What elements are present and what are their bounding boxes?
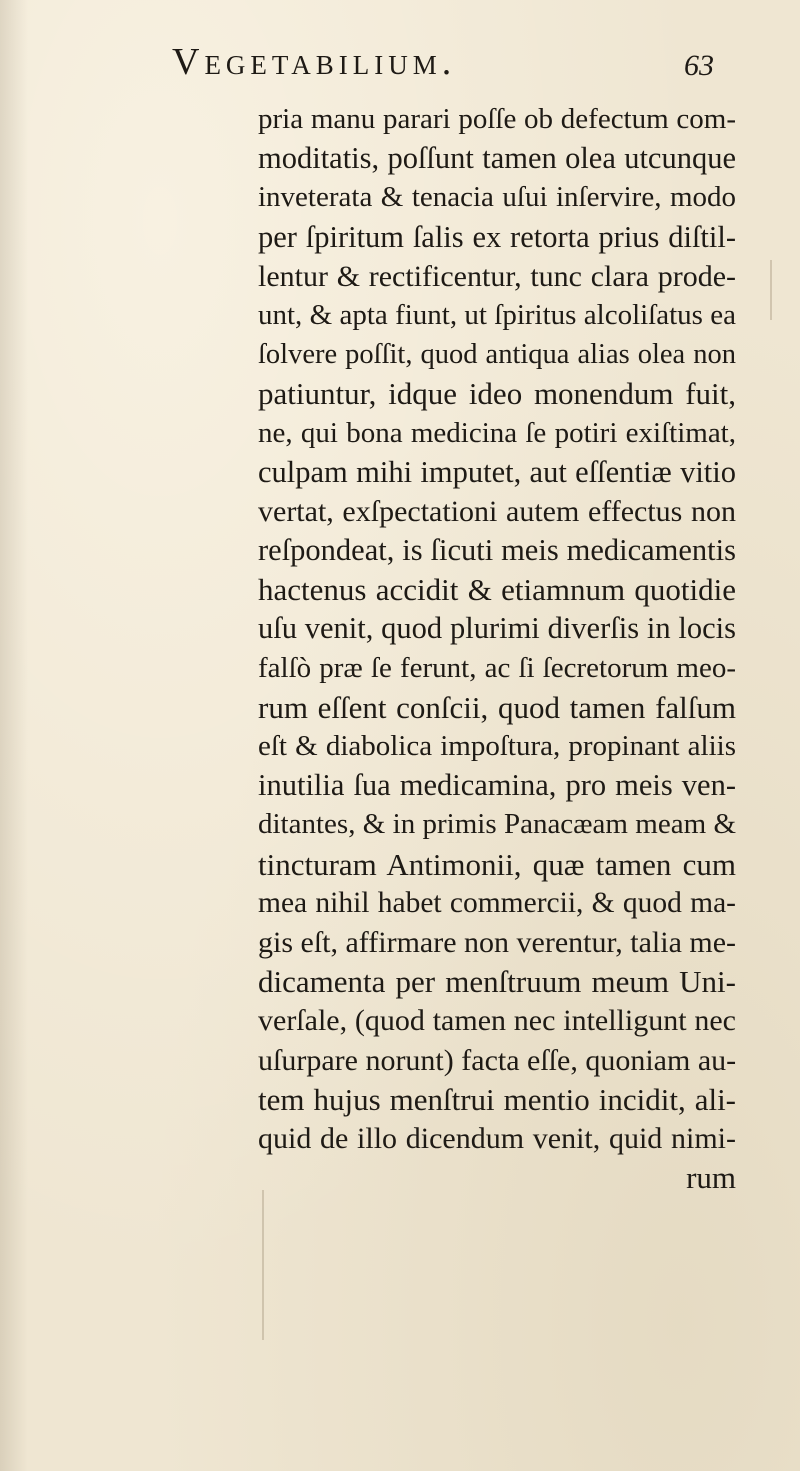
text-line: dicamenta per menſtruum meum Uni- bbox=[258, 964, 736, 1000]
text-line: moditatis, poſſunt tamen olea utcunque bbox=[258, 141, 736, 176]
text-line: falſò præ ſe ferunt, ac ſi ſecretorum meo- bbox=[258, 651, 736, 684]
page-number: 63 bbox=[684, 49, 714, 82]
text-line: eſt & diabolica impoſtura, propinant aliis bbox=[258, 730, 736, 762]
text-line: inutilia ſua medicamina, pro meis ven- bbox=[258, 768, 736, 803]
text-line: uſu venit, quod plurimi diverſis in locis bbox=[258, 611, 736, 646]
margin-mark bbox=[262, 1190, 264, 1340]
text-line: ſolvere poſſit, quod antiqua alias olea non bbox=[258, 339, 736, 371]
page-edge-mark bbox=[770, 260, 772, 320]
text-line: mea nihil habet commercii, & quod ma- bbox=[258, 886, 736, 919]
page-header bbox=[172, 40, 714, 88]
text-line: culpam mihi imputet, aut eſſentiæ vitio bbox=[258, 454, 736, 489]
text-line: pria manu parari poſſe ob defectum com- bbox=[258, 103, 736, 135]
text-line: rum eſſent conſcii, quod tamen falſum bbox=[258, 689, 736, 725]
text-line: vertat, exſpectationi autem effectus non bbox=[258, 494, 736, 528]
text-line: verſale, (quod tamen nec intelligunt nec bbox=[258, 1004, 736, 1038]
text-line: uſurpare norunt) facta eſſe, quoniam au- bbox=[258, 1043, 737, 1077]
text-line: reſpondeat, is ſicuti meis medicamentis bbox=[258, 533, 736, 568]
text-line: unt, & apta fiunt, ut ſpiritus alcoliſatus ea bbox=[258, 298, 736, 331]
text-line: gis eſt, affirmare non verentur, talia me- bbox=[258, 925, 737, 959]
text-line: per ſpiritum ſalis ex retorta prius diſtil- bbox=[258, 219, 736, 254]
text-line: ne, qui bona medicina ſe potiri exiſtimat, bbox=[258, 416, 736, 449]
text-line: lentur & rectificentur, tunc clara prode- bbox=[258, 259, 736, 293]
text-line: tem hujus menſtrui mentio incidit, ali- bbox=[258, 1081, 736, 1117]
text-line: quid de illo dicendum venit, quid nimi- bbox=[258, 1121, 736, 1155]
text-line: inveterata & tenacia uſui inſervire, modo bbox=[258, 181, 736, 214]
gutter-shadow bbox=[0, 0, 28, 1471]
text-line: rum bbox=[686, 1160, 736, 1196]
text-line: tincturam Antimonii, quæ tamen cum bbox=[258, 846, 736, 882]
running-title: Vegetabilium. bbox=[172, 41, 457, 83]
text-line: patiuntur, idque ideo monendum fuit, bbox=[258, 376, 736, 412]
text-line: ditantes, & in primis Panacæam meam & bbox=[258, 808, 736, 841]
text-line: hactenus accidit & etiamnum quotidie bbox=[258, 572, 736, 608]
text-block bbox=[258, 100, 736, 1197]
